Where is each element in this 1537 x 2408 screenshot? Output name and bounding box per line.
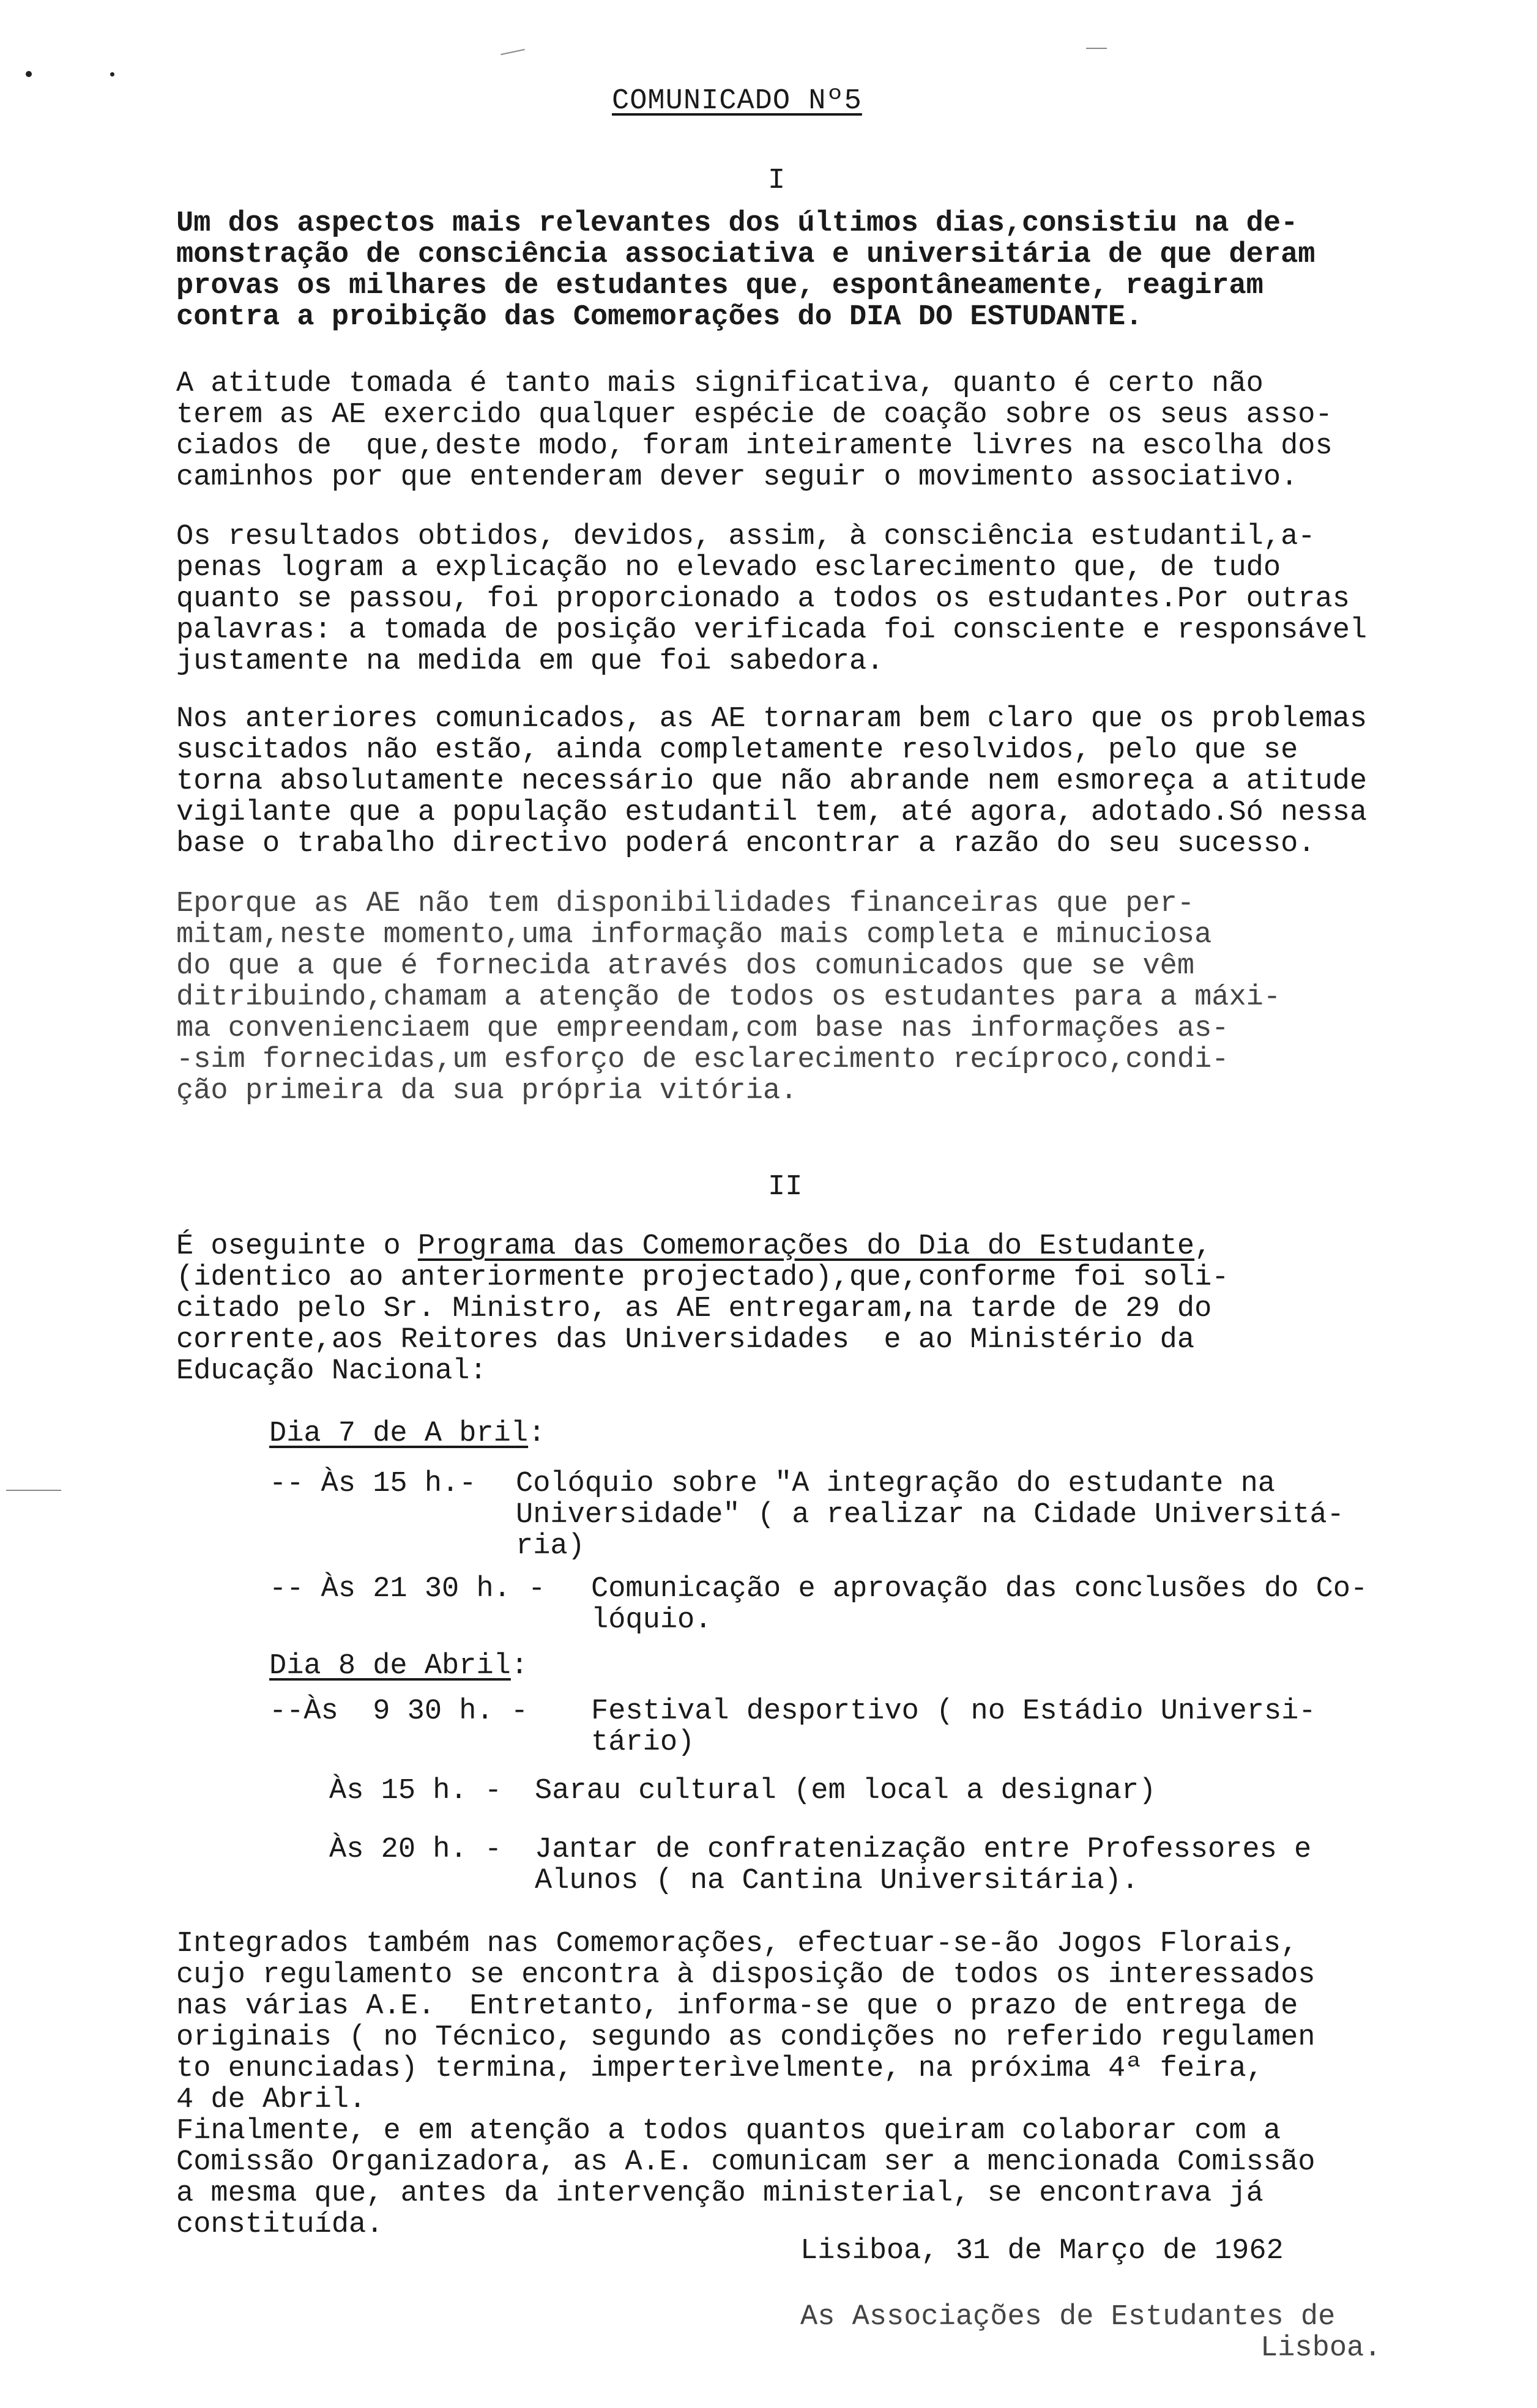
- program-intro-rest: , (identico ao anteriormente projectado),que,conforme foi soli- citado pelo Sr. Ministro, as AE entregaram,na tarde de 29 do corrente,aos Reitores das Universidades e ao Ministério da Educação Nacional:: [176, 1230, 1229, 1388]
- document-title: COMUNICADO Nº5: [612, 85, 862, 117]
- paragraph-4: Nos anteriores comunicados, as AE tornaram bem claro que os problemas suscitados não estão, ainda completamente resolvidos, pelo que se torna absolutamente necessário que não abrande nem esmoreça a atitude vigilante que a população estudantil tem, até agora, adotado.Só nessa base o trabalho directivo poderá encontrar a razão do seu sucesso.: [176, 703, 1368, 860]
- scan-speck: [26, 71, 32, 77]
- schedule-description: Sarau cultural (em local a designar): [535, 1775, 1156, 1807]
- schedule-time: -- Às 21 30 h. -: [269, 1573, 546, 1605]
- scan-mark: [501, 49, 525, 55]
- schedule-description: Festival desportivo ( no Estádio Universi- tário): [591, 1695, 1316, 1759]
- schedule-description: Jantar de confratenização entre Professores e Alunos ( na Cantina Universitária).: [535, 1834, 1312, 1897]
- day-heading-1: [269, 1418, 545, 1449]
- sender-line-2: Lisboa.: [1260, 2332, 1382, 2365]
- section-number-2: II: [768, 1171, 803, 1203]
- program-intro: [176, 1231, 1449, 1387]
- program-intro-lead: É oseguinte o: [176, 1230, 418, 1263]
- paragraph-2: A atitude tomada é tanto mais significativa, quanto é certo não terem as AE exercido qualquer espécie de coação sobre os seus asso- ciados de que,deste modo, foram inteiramente livres na escolha dos caminhos por que entenderam dever seguir o movimento associativo.: [176, 368, 1333, 494]
- paragraph-3: Os resultados obtidos, devidos, assim, à consciência estudantil,a- penas logram a explicação no elevado esclarecimento que, de tudo quanto se passou, foi proporcionado a todos os estudantes.Por outras palavras: a tomada de posição verificada foi consciente e responsável justamente na medida em que foi sabedora.: [176, 521, 1368, 678]
- schedule-time: --Às 9 30 h. -: [269, 1695, 529, 1728]
- scan-mark: [6, 1490, 61, 1491]
- schedule-time: Às 15 h. -: [329, 1775, 502, 1807]
- sender-line-1: As Associações de Estudantes de: [800, 2301, 1336, 2333]
- schedule-description: Comunicação e aprovação das conclusões do Co- lóquio.: [591, 1573, 1368, 1637]
- day-heading-2-text: Dia 8 de Abril: [269, 1650, 511, 1682]
- day-heading-1-text: Dia 7 de A bril: [269, 1418, 529, 1450]
- program-title: Programa das Comemorações do Dia do Estudante: [417, 1230, 1195, 1263]
- scan-speck: [110, 72, 114, 76]
- day-heading-2: [269, 1651, 528, 1682]
- day-heading-1-colon: :: [528, 1418, 546, 1450]
- scan-mark: [1086, 48, 1107, 49]
- closing-paragraphs: Integrados também nas Comemorações, efectuar-se-ão Jogos Florais, cujo regulamento se encontra à disposição de todos os interessados nas várias A.E. Entretanto, informa-se que o prazo de entrega de originais ( no Técnico, segundo as condições no referido regulamen to enunciadas) termina, imperterìvelmente, na próxima 4ª feira, 4 de Abril. Finalmente, e em atenção a todos quantos queiram colaborar com a Comissão Organizadora, as A.E. comunicam ser a mencionada Comissão a mesma que, antes da intervenção ministerial, se encontrava já constituída.: [176, 1928, 1316, 2241]
- place-and-date: Lisiboa, 31 de Março de 1962: [800, 2235, 1284, 2267]
- schedule-time: Às 20 h. -: [329, 1834, 502, 1866]
- schedule-description: Colóquio sobre "A integração do estudante na Universidade" ( a realizar na Cidade Universitá- ria): [516, 1468, 1344, 1563]
- schedule-time: -- Às 15 h.-: [269, 1468, 477, 1500]
- section-number-1: I: [768, 165, 786, 197]
- paragraph-1: Um dos aspectos mais relevantes dos últimos dias,consistiu na de- monstração de consciência associativa e universitária de que deram provas os milhares de estudantes que, espontâneamente, reagiram contra a proibição das Comemorações do DIA DO ESTUDANTE.: [176, 207, 1316, 333]
- paragraph-5: Eporque as AE não tem disponibilidades financeiras que per- mitam,neste momento,uma informação mais completa e minuciosa do que a que é fornecida através dos comunicados que se vêm ditribuindo,chamam a atenção de todos os estudantes para a máxi- ma convenienciaem que empreendam,com base nas informações as- -sim fornecidas,um esforço de esclarecimento recíproco,condi- ção primeira da sua própria vitória.: [176, 888, 1281, 1107]
- day-heading-2-colon: :: [510, 1650, 529, 1682]
